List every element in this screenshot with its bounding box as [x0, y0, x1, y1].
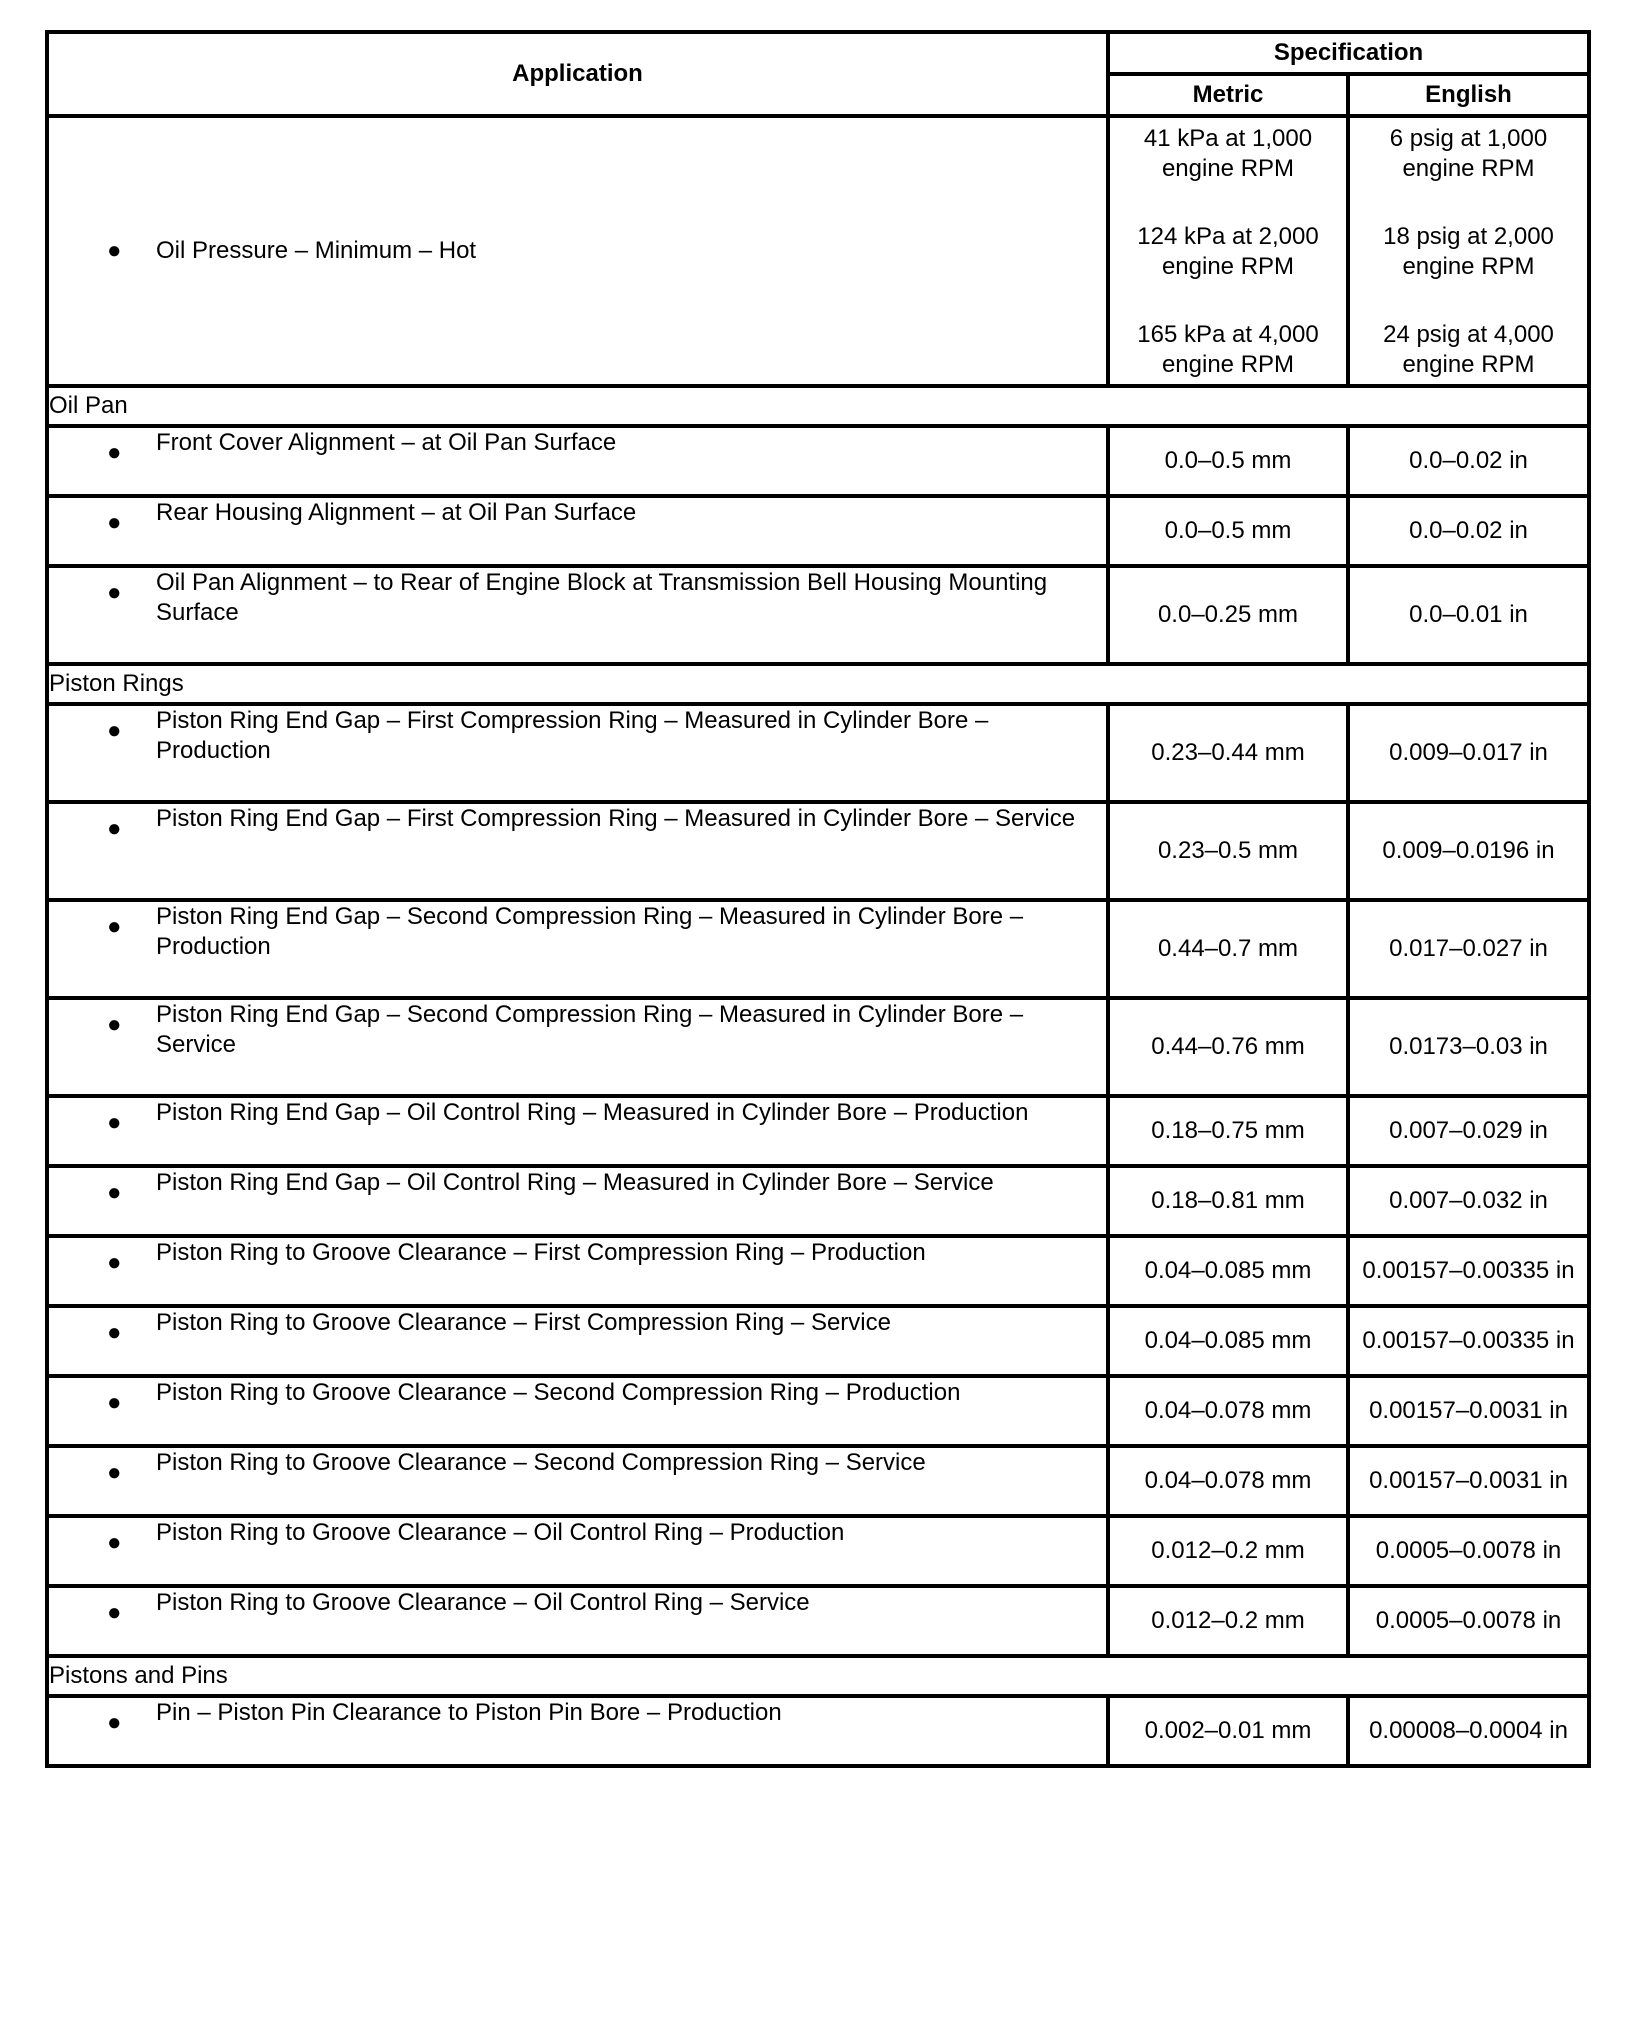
application-text: Piston Ring to Groove Clearance – Second Compression Ring – Production — [156, 1379, 961, 1406]
bullet-point: ● — [107, 1389, 122, 1416]
metric-value: 0.04–0.078 mm — [1108, 1446, 1348, 1516]
bullet-point: ● — [107, 717, 122, 744]
application-text: Piston Ring to Groove Clearance – First Compression Ring – Service — [156, 1309, 891, 1336]
bullet-point: ● — [107, 913, 122, 940]
metric-column-header: Metric — [1108, 74, 1348, 116]
metric-value: 0.23–0.5 mm — [1108, 802, 1348, 900]
application-column-header: Application — [47, 32, 1108, 116]
bullet-point: ● — [107, 1709, 122, 1736]
table-row — [47, 496, 1589, 566]
application-text: Piston Ring End Gap – Second Compression Ring – Measured in Cylinder Bore – Production — [156, 903, 1024, 960]
english-column-header: English — [1348, 74, 1589, 116]
application-text: Oil Pressure – Minimum – Hot — [156, 237, 477, 264]
table-body — [47, 116, 1589, 1766]
bullet-point: ● — [107, 579, 122, 606]
bullet-point: ● — [107, 815, 122, 842]
metric-line: engine RPM — [1161, 253, 1295, 280]
application-cell — [47, 1306, 1108, 1376]
table-row — [47, 900, 1589, 998]
application-cell — [47, 1446, 1108, 1516]
application-cell — [47, 802, 1108, 900]
application-cell — [47, 900, 1108, 998]
section-row — [47, 386, 1589, 426]
metric-line: engine RPM — [1161, 155, 1295, 182]
table-row — [47, 704, 1589, 802]
section-row — [47, 664, 1589, 704]
english-value: 0.0–0.02 in — [1348, 426, 1589, 496]
bullet-point: ● — [107, 1599, 122, 1626]
application-text: Pin – Piston Pin Clearance to Piston Pin Bore – Production — [156, 1699, 782, 1726]
table-row — [47, 1376, 1589, 1446]
application-cell — [47, 1376, 1108, 1446]
metric-value: 0.002–0.01 mm — [1108, 1696, 1348, 1766]
bullet-point: ● — [107, 1319, 122, 1346]
application-cell — [47, 1166, 1108, 1236]
bullet-point: ● — [107, 1179, 122, 1206]
metric-line: 41 kPa at 1,000 — [1143, 125, 1313, 152]
bullet-point: ● — [107, 237, 122, 264]
application-text: Rear Housing Alignment – at Oil Pan Surface — [156, 499, 637, 526]
application-cell — [47, 1236, 1108, 1306]
application-text: Piston Ring to Groove Clearance – Oil Control Ring – Service — [156, 1589, 810, 1616]
application-text: Front Cover Alignment – at Oil Pan Surface — [156, 429, 617, 456]
application-cell — [47, 426, 1108, 496]
application-cell — [47, 704, 1108, 802]
application-cell — [47, 1096, 1108, 1166]
english-value: 0.007–0.029 in — [1348, 1096, 1589, 1166]
table-row — [47, 1096, 1589, 1166]
metric-cell — [1108, 116, 1348, 386]
metric-value: 0.012–0.2 mm — [1108, 1586, 1348, 1656]
table-row — [47, 998, 1589, 1096]
english-line: 24 psig at 4,000 — [1383, 321, 1554, 348]
application-text: Piston Ring to Groove Clearance – Oil Control Ring – Production — [156, 1519, 845, 1546]
metric-line: engine RPM — [1161, 351, 1295, 378]
section-row — [47, 1656, 1589, 1696]
bullet-point: ● — [107, 1249, 122, 1276]
application-cell — [47, 1696, 1108, 1766]
table-row — [47, 1586, 1589, 1656]
application-cell — [47, 1586, 1108, 1656]
metric-value: 0.04–0.085 mm — [1108, 1306, 1348, 1376]
english-value: 0.009–0.017 in — [1348, 704, 1589, 802]
metric-value: 0.0–0.5 mm — [1108, 496, 1348, 566]
section-title: Oil Pan — [47, 386, 1589, 426]
application-cell — [47, 566, 1108, 664]
application-text: Piston Ring End Gap – Oil Control Ring – Measured in Cylinder Bore – Production — [156, 1099, 1029, 1126]
application-cell — [47, 496, 1108, 566]
application-text: Piston Ring End Gap – First Compression Ring – Measured in Cylinder Bore – Production — [156, 707, 989, 764]
metric-value: 0.23–0.44 mm — [1108, 704, 1348, 802]
bullet-point: ● — [107, 509, 122, 536]
table-row — [47, 1306, 1589, 1376]
english-value: 0.017–0.027 in — [1348, 900, 1589, 998]
application-cell — [47, 998, 1108, 1096]
english-value: 0.0173–0.03 in — [1348, 998, 1589, 1096]
application-text: Piston Ring to Groove Clearance – Second Compression Ring – Service — [156, 1449, 926, 1476]
table-row — [47, 1696, 1589, 1766]
table-row — [47, 1166, 1589, 1236]
english-line: engine RPM — [1402, 253, 1535, 280]
table-row — [47, 802, 1589, 900]
metric-value: 0.18–0.75 mm — [1108, 1096, 1348, 1166]
application-cell — [47, 116, 1108, 386]
bullet-point: ● — [107, 1109, 122, 1136]
specification-column-header: Specification — [1108, 32, 1589, 74]
section-title: Piston Rings — [47, 664, 1589, 704]
english-line: 18 psig at 2,000 — [1383, 223, 1554, 250]
table-row — [47, 426, 1589, 496]
metric-value: 0.0–0.25 mm — [1108, 566, 1348, 664]
bullet-point: ● — [107, 439, 122, 466]
metric-value: 0.04–0.078 mm — [1108, 1376, 1348, 1446]
english-value: 0.0–0.01 in — [1348, 566, 1589, 664]
specification-table — [45, 30, 1591, 1768]
application-text: Oil Pan Alignment – to Rear of Engine Block at Transmission Bell Housing Mounting Surface — [156, 569, 1048, 626]
metric-value: 0.0–0.5 mm — [1108, 426, 1348, 496]
metric-value: 0.18–0.81 mm — [1108, 1166, 1348, 1236]
table-row — [47, 1236, 1589, 1306]
bullet-point: ● — [107, 1529, 122, 1556]
application-text: Piston Ring to Groove Clearance – First Compression Ring – Production — [156, 1239, 926, 1266]
english-cell — [1348, 116, 1589, 386]
table-row — [47, 566, 1589, 664]
metric-line: 124 kPa at 2,000 — [1137, 223, 1319, 250]
english-value: 0.00157–0.0031 in — [1348, 1446, 1589, 1516]
application-text: Piston Ring End Gap – First Compression Ring – Measured in Cylinder Bore – Service — [156, 805, 1076, 832]
english-value: 0.00157–0.00335 in — [1348, 1236, 1589, 1306]
english-value: 0.00157–0.00335 in — [1348, 1306, 1589, 1376]
section-title: Pistons and Pins — [47, 1656, 1589, 1696]
metric-value: 0.04–0.085 mm — [1108, 1236, 1348, 1306]
bullet-point: ● — [107, 1011, 122, 1038]
table-row-oil-pressure — [47, 116, 1589, 386]
bullet-point: ● — [107, 1459, 122, 1486]
metric-line: 165 kPa at 4,000 — [1137, 321, 1319, 348]
table-row — [47, 1516, 1589, 1586]
english-value: 0.0005–0.0078 in — [1348, 1586, 1589, 1656]
english-value: 0.0–0.02 in — [1348, 496, 1589, 566]
english-line: engine RPM — [1402, 155, 1535, 182]
english-value: 0.0005–0.0078 in — [1348, 1516, 1589, 1586]
metric-value: 0.44–0.76 mm — [1108, 998, 1348, 1096]
application-text: Piston Ring End Gap – Oil Control Ring – Measured in Cylinder Bore – Service — [156, 1169, 994, 1196]
application-text: Piston Ring End Gap – Second Compression Ring – Measured in Cylinder Bore – Service — [156, 1001, 1024, 1058]
english-line: engine RPM — [1402, 351, 1535, 378]
english-value: 0.00157–0.0031 in — [1348, 1376, 1589, 1446]
metric-value: 0.012–0.2 mm — [1108, 1516, 1348, 1586]
table-header — [47, 32, 1589, 116]
english-value: 0.007–0.032 in — [1348, 1166, 1589, 1236]
metric-value: 0.44–0.7 mm — [1108, 900, 1348, 998]
english-value: 0.009–0.0196 in — [1348, 802, 1589, 900]
table-row — [47, 1446, 1589, 1516]
english-value: 0.00008–0.0004 in — [1348, 1696, 1589, 1766]
english-line: 6 psig at 1,000 — [1389, 125, 1548, 152]
application-cell — [47, 1516, 1108, 1586]
